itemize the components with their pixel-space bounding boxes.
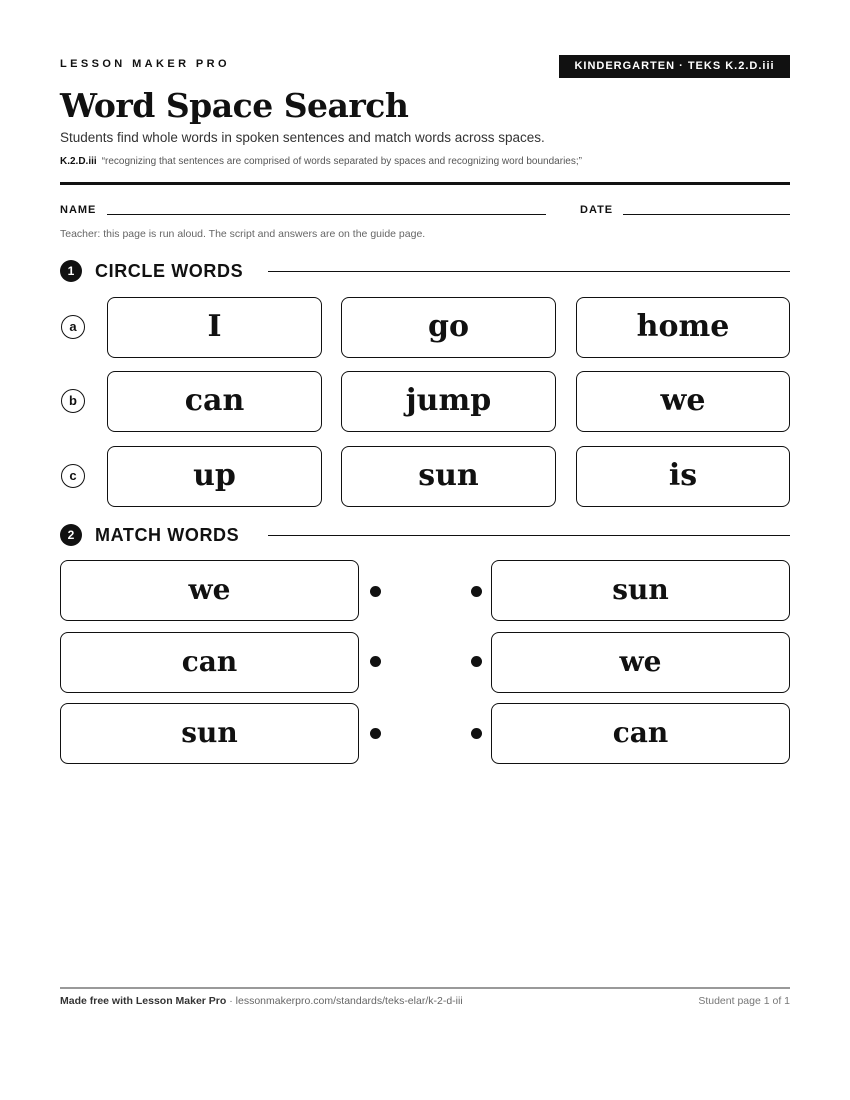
row-letter-c: c — [61, 464, 85, 488]
match-word-right[interactable]: sun — [491, 560, 790, 621]
section-divider — [268, 535, 790, 536]
section-circle-words-header — [60, 259, 790, 283]
match-dot-left[interactable] — [370, 728, 381, 739]
match-dot-right[interactable] — [471, 656, 482, 667]
section-number-badge: 2 — [60, 524, 82, 546]
brand-name: LESSON MAKER PRO — [60, 58, 230, 70]
word-box[interactable]: can — [107, 371, 322, 432]
footer-made-with: Made free with Lesson Maker Pro — [60, 995, 227, 1007]
standard-text: “recognizing that sentences are comprised of words separated by spaces and recognizing word boundaries;” — [101, 156, 582, 167]
name-field[interactable] — [107, 214, 546, 215]
page-title: Word Space Search — [60, 86, 409, 125]
footer-url[interactable]: lessonmakerpro.com/standards/teks-elar/k-2-d-iii — [235, 995, 463, 1007]
match-word-left[interactable]: can — [60, 632, 359, 693]
date-label: DATE — [580, 204, 614, 216]
word-box[interactable]: sun — [341, 446, 556, 507]
footer-divider — [60, 987, 790, 989]
match-dot-right[interactable] — [471, 586, 482, 597]
match-word-right[interactable]: we — [491, 632, 790, 693]
date-field[interactable] — [623, 214, 790, 215]
match-word-right[interactable]: can — [491, 703, 790, 764]
section-number-badge: 1 — [60, 260, 82, 282]
match-word-left[interactable]: sun — [60, 703, 359, 764]
header-divider — [60, 182, 790, 185]
name-label: NAME — [60, 204, 97, 216]
section-divider — [268, 271, 790, 272]
row-letter-b: b — [61, 389, 85, 413]
footer-page-number: Student page 1 of 1 — [698, 995, 790, 1007]
word-box[interactable]: up — [107, 446, 322, 507]
match-dot-left[interactable] — [370, 656, 381, 667]
standard-code: K.2.D.iii — [60, 156, 97, 167]
section-title: CIRCLE WORDS — [95, 261, 244, 281]
word-box[interactable]: jump — [341, 371, 556, 432]
section-match-words-header — [60, 523, 790, 547]
section-title: MATCH WORDS — [95, 525, 240, 545]
match-dot-left[interactable] — [370, 586, 381, 597]
row-letter-a: a — [61, 315, 85, 339]
teacher-note: Teacher: this page is run aloud. The script and answers are on the guide page. — [60, 228, 426, 240]
footer-separator: · — [226, 995, 236, 1007]
word-box[interactable]: I — [107, 297, 322, 358]
grade-standard-badge: KINDERGARTEN · TEKS K.2.D.iii — [559, 55, 790, 78]
match-word-left[interactable]: we — [60, 560, 359, 621]
word-box[interactable]: home — [576, 297, 790, 358]
footer-credit — [60, 995, 463, 1007]
standard-line — [60, 156, 582, 167]
match-dot-right[interactable] — [471, 728, 482, 739]
word-box[interactable]: is — [576, 446, 790, 507]
page-subtitle: Students find whole words in spoken sentences and match words across spaces. — [60, 130, 545, 145]
word-box[interactable]: we — [576, 371, 790, 432]
word-box[interactable]: go — [341, 297, 556, 358]
